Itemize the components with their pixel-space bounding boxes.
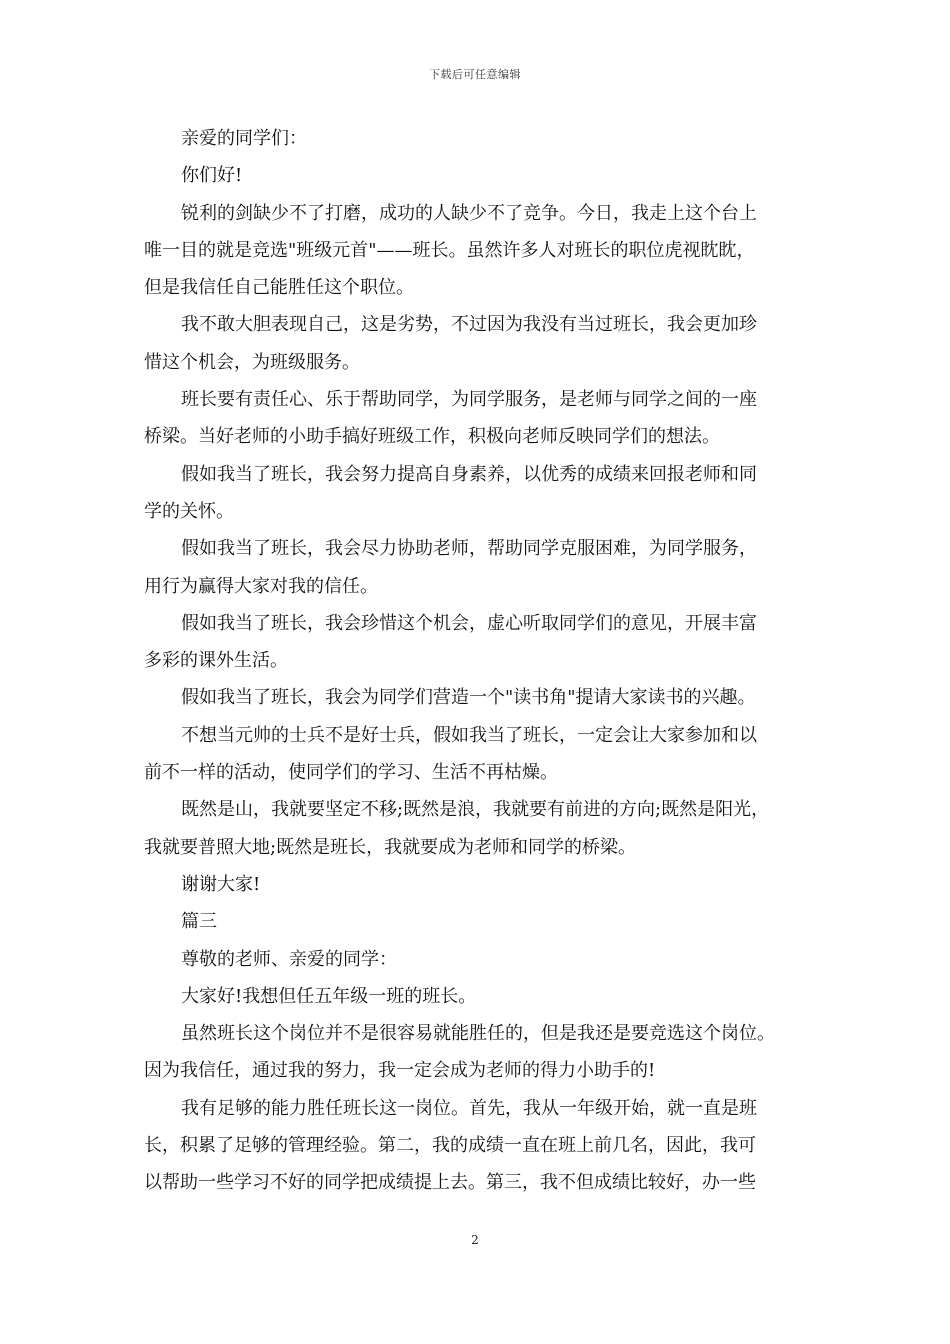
page-header: 下载后可任意编辑 <box>429 68 521 81</box>
body-line: 尊敬的老师、亲爱的同学： <box>181 948 397 970</box>
body-line: 我不敢大胆表现自己，这是劣势，不过因为我没有当过班长，我会更加珍 <box>181 314 757 336</box>
body-line: 你们好! <box>181 165 243 187</box>
body-line: 既然是山，我就要坚定不移;既然是浪，我就要有前进的方向;既然是阳光， <box>181 799 770 821</box>
body-line: 惜这个机会，为班级服务。 <box>144 351 360 373</box>
body-line: 学的关怀。 <box>144 500 234 522</box>
section-title: 篇三 <box>181 911 217 933</box>
body-line: 大家好!我想但任五年级一班的班长。 <box>181 985 477 1007</box>
body-line: 我就要普照大地;既然是班长，我就要成为老师和同学的桥梁。 <box>144 836 637 858</box>
body-line: 虽然班长这个岗位并不是很容易就能胜任的，但是我还是要竞选这个岗位。 <box>181 1023 775 1045</box>
body-line: 因为我信任，通过我的努力，我一定会成为老师的得力小助手的! <box>144 1060 656 1082</box>
body-line: 但是我信任自己能胜任这个职位。 <box>144 277 414 299</box>
body-line: 假如我当了班长，我会为同学们营造一个"读书角"提请大家读书的兴趣。 <box>181 687 756 709</box>
body-line: 前不一样的活动，使同学们的学习、生活不再枯燥。 <box>144 762 558 784</box>
body-line: 用行为赢得大家对我的信任。 <box>144 575 378 597</box>
body-line: 锐利的剑缺少不了打磨，成功的人缺少不了竞争。今日，我走上这个台上 <box>181 202 757 224</box>
body-line: 我有足够的能力胜任班长这一岗位。首先，我从一年级开始，就一直是班 <box>181 1097 757 1119</box>
body-line: 谢谢大家! <box>181 873 261 895</box>
body-line: 以帮助一些学习不好的同学把成绩提上去。第三，我不但成绩比较好，办一些 <box>144 1172 756 1194</box>
body-line: 假如我当了班长，我会努力提高自身素养，以优秀的成绩来回报老师和同 <box>181 463 757 485</box>
document-body <box>144 120 812 1202</box>
body-line: 不想当元帅的士兵不是好士兵，假如我当了班长，一定会让大家参加和以 <box>181 724 757 746</box>
body-line: 唯一目的就是竞选"班级元首"——班长。虽然许多人对班长的职位虎视眈眈， <box>144 239 755 261</box>
body-line: 班长要有责任心、乐于帮助同学，为同学服务，是老师与同学之间的一座 <box>181 389 757 411</box>
body-line: 多彩的课外生活。 <box>144 650 288 672</box>
body-line: 假如我当了班长，我会珍惜这个机会，虚心听取同学们的意见，开展丰富 <box>181 612 757 634</box>
body-line: 桥梁。当好老师的小助手搞好班级工作，积极向老师反映同学们的想法。 <box>144 426 720 448</box>
body-line: 假如我当了班长，我会尽力协助老师，帮助同学克服困难，为同学服务， <box>181 538 757 560</box>
page-number: 2 <box>471 1233 479 1247</box>
body-line: 长，积累了足够的管理经验。第二，我的成绩一直在班上前几名，因此，我可 <box>144 1135 756 1157</box>
body-line: 亲爱的同学们： <box>181 128 307 149</box>
